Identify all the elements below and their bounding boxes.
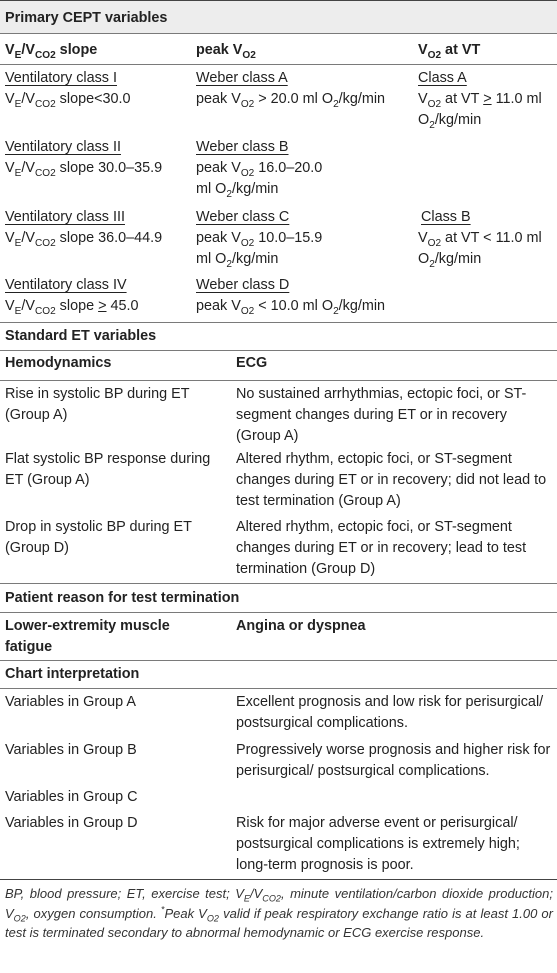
header-ecg: ECG: [236, 355, 268, 371]
chart-group-b: Variables in Group B: [5, 742, 137, 758]
vt-class-a-label: Class A: [418, 70, 467, 86]
ventilatory-class-3-label: Ventilatory class III: [5, 209, 125, 225]
vt-class-b-label: Class B: [421, 209, 471, 225]
header-ve-vco2-slope: $V_E/V_{CO2}$ slope: [5, 42, 98, 61]
patient-muscle-fatigue: Lower-extremity muscle fatigue: [5, 618, 170, 655]
weber-class-d-value: peak $V_{O2} < 10.0$ ml $O_2/kg/\min$: [196, 298, 386, 317]
patient-angina-dyspnea: Angina or dyspnea: [236, 618, 366, 634]
ventilatory-class-4-label: Ventilatory class IV: [5, 277, 127, 293]
ecg-row-3: Altered rhythm, ectopic foci, or ST-segment changes during ET or in recovery; lead to test termination (Group D): [236, 519, 527, 577]
chart-group-d: Variables in Group D: [5, 815, 138, 831]
ventilatory-class-4-value: $V_E/V_{CO2}$ slope > 45.0: [5, 298, 139, 317]
patient-title: Patient reason for test termination: [5, 590, 240, 606]
header-peak-vo2: peak $V_{O2}$: [196, 42, 256, 61]
weber-class-a-value: peak $V_{O2} > 20.0$ ml $O_2/kg/\min$: [196, 91, 386, 110]
chart-title: Chart interpretation: [5, 666, 140, 682]
hemodynamics-row-1: Rise in systolic BP during ET (Group A): [5, 386, 190, 423]
chart-group-b-text: Progressively worse prognosis and higher risk for perisurgical/ postsurgical complications.: [236, 742, 551, 779]
chart-group-c: Variables in Group C: [5, 789, 138, 805]
ecg-row-2: Altered rhythm, ectopic foci, or ST-segment changes during ET or in recovery; did not lead to test termination (Group A): [236, 451, 547, 509]
ventilatory-class-3-value: $V_E/V_{CO2}$ slope 36.0–44.9: [5, 230, 163, 249]
chart-group-a: Variables in Group A: [5, 694, 136, 710]
weber-class-c-label: Weber class C: [196, 209, 290, 225]
ventilatory-class-2-value: $V_E/V_{CO2}$ slope 30.0–35.9: [5, 160, 163, 179]
ventilatory-class-1-label: Ventilatory class I: [5, 70, 117, 86]
weber-class-c-value: peak $V_{O2}$ 10.0–15.9 ml $O_2/kg/\min$: [196, 230, 323, 270]
weber-class-a-label: Weber class A: [196, 70, 288, 86]
vt-class-a-value: $V_{O2}$ at VT > 11.0 ml $O_2/kg/\min$: [418, 91, 542, 131]
vt-class-b-value: $V_{O2}$ at VT < 11.0 ml $O_2/kg/\min$: [418, 230, 542, 270]
weber-class-b-label: Weber class B: [196, 139, 289, 155]
hemodynamics-row-2: Flat systolic BP response during ET (Group A): [5, 451, 211, 488]
ventilatory-class-1-value: $V_E/V_{CO2}$ slope<30.0: [5, 91, 131, 110]
chart-group-a-text: Excellent prognosis and low risk for perisurgical/ postsurgical complications.: [236, 694, 544, 731]
header-vo2-at-vt: $V_{O2}$ at VT: [418, 42, 481, 61]
ecg-row-1: No sustained arrhythmias, ectopic foci, or ST-segment changes during ET or in recovery (Group A): [236, 386, 527, 444]
hemodynamics-row-3: Drop in systolic BP during ET (Group D): [5, 519, 192, 556]
standard-title: Standard ET variables: [5, 328, 157, 344]
weber-class-b-value: peak $V_{O2}$ 16.0–20.0 ml $O_2/kg/\min$: [196, 160, 323, 200]
header-hemodynamics: Hemodynamics: [5, 355, 112, 371]
chart-group-d-text: Risk for major adverse event or perisurgical/ postsurgical complications is extremely high; long-term prognosis is poor.: [236, 815, 520, 873]
ventilatory-class-2-label: Ventilatory class II: [5, 139, 121, 155]
primary-title: Primary CEPT variables: [5, 10, 168, 26]
table-footnote: BP, blood pressure; ET, exercise test; $V_E/V_{CO2}$, minute ventilation/carbon dioxide production; $V_{O2}$, oxygen consumption. *Peak $V_{O2}$ valid if peak respiratory exchange ratio is at least 1.00 or test is terminated secondary to abnormal hemodynamic or ECG exercise response.: [5, 886, 553, 940]
weber-class-d-label: Weber class D: [196, 277, 290, 293]
